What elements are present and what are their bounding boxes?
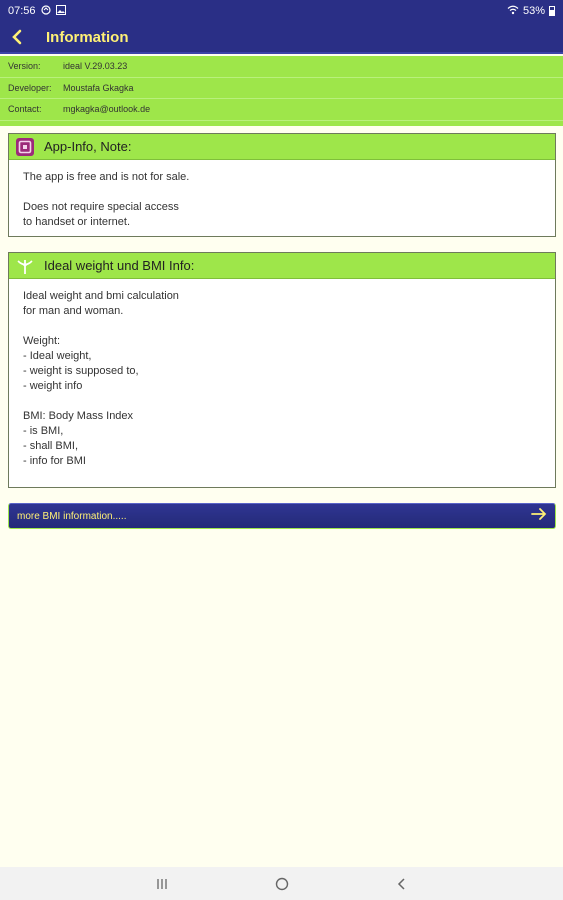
info-label: Developer: [8,82,52,93]
back-button[interactable] [0,21,34,53]
card-text: - Ideal weight, [23,350,92,362]
wifi-icon [507,5,519,18]
status-time: 07:56 [8,5,36,17]
back-arrow-icon [10,29,24,45]
bmi-info-card [8,252,556,488]
card-text: Weight: [23,335,61,347]
card-body [9,160,555,240]
nav-back-button[interactable] [342,867,462,900]
card-title: Ideal weight und BMI Info: [44,258,195,273]
more-bmi-info-button[interactable] [8,503,556,529]
battery-percent: 53% [522,5,545,17]
card-text: - info for BMI [23,455,86,467]
info-row-version [0,56,563,78]
info-label: Contact: [8,104,42,115]
app-info-card [8,133,556,237]
more-bmi-info-label: more BMI information..... [17,510,127,522]
recents-button[interactable] [102,867,222,900]
card-text: - is BMI, [23,425,64,437]
card-text: BMI: Body Mass Index [23,410,134,422]
card-header [9,253,555,279]
status-bar [0,0,563,22]
info-row-contact [0,99,563,121]
recents-icon [156,878,168,890]
card-body [9,279,555,479]
info-label: Version: [8,61,41,72]
card-text: Does not require special access [23,201,179,213]
arrow-right-icon [531,507,547,526]
card-title: App-Info, Note: [44,139,132,154]
info-value: Moustafa Gkagka [63,82,134,93]
app-info-icon [15,137,35,157]
card-text: The app is free and is not for sale. [23,171,190,183]
gallery-icon [56,5,66,18]
home-icon [275,877,289,891]
card-text: - shall BMI, [23,440,79,452]
home-button[interactable] [222,867,342,900]
card-text: to handset or internet. [23,216,131,228]
system-navigation-bar [0,867,563,900]
app-info-panel [0,56,563,126]
info-value[interactable]: mgkagka@outlook.de [63,104,151,115]
card-text: - weight is supposed to, [23,365,139,377]
card-header [9,134,555,160]
battery-icon [549,6,555,16]
info-row-developer [0,78,563,100]
antenna-icon [15,256,35,276]
info-value: ideal V.29.03.23 [63,61,128,72]
card-text: - weight info [23,380,83,392]
back-icon [397,877,407,891]
sync-icon [41,5,51,18]
card-text: for man and woman. [23,305,124,317]
page-title: Information [46,28,129,46]
app-bar [0,22,563,54]
card-text: Ideal weight and bmi calculation [23,290,179,302]
